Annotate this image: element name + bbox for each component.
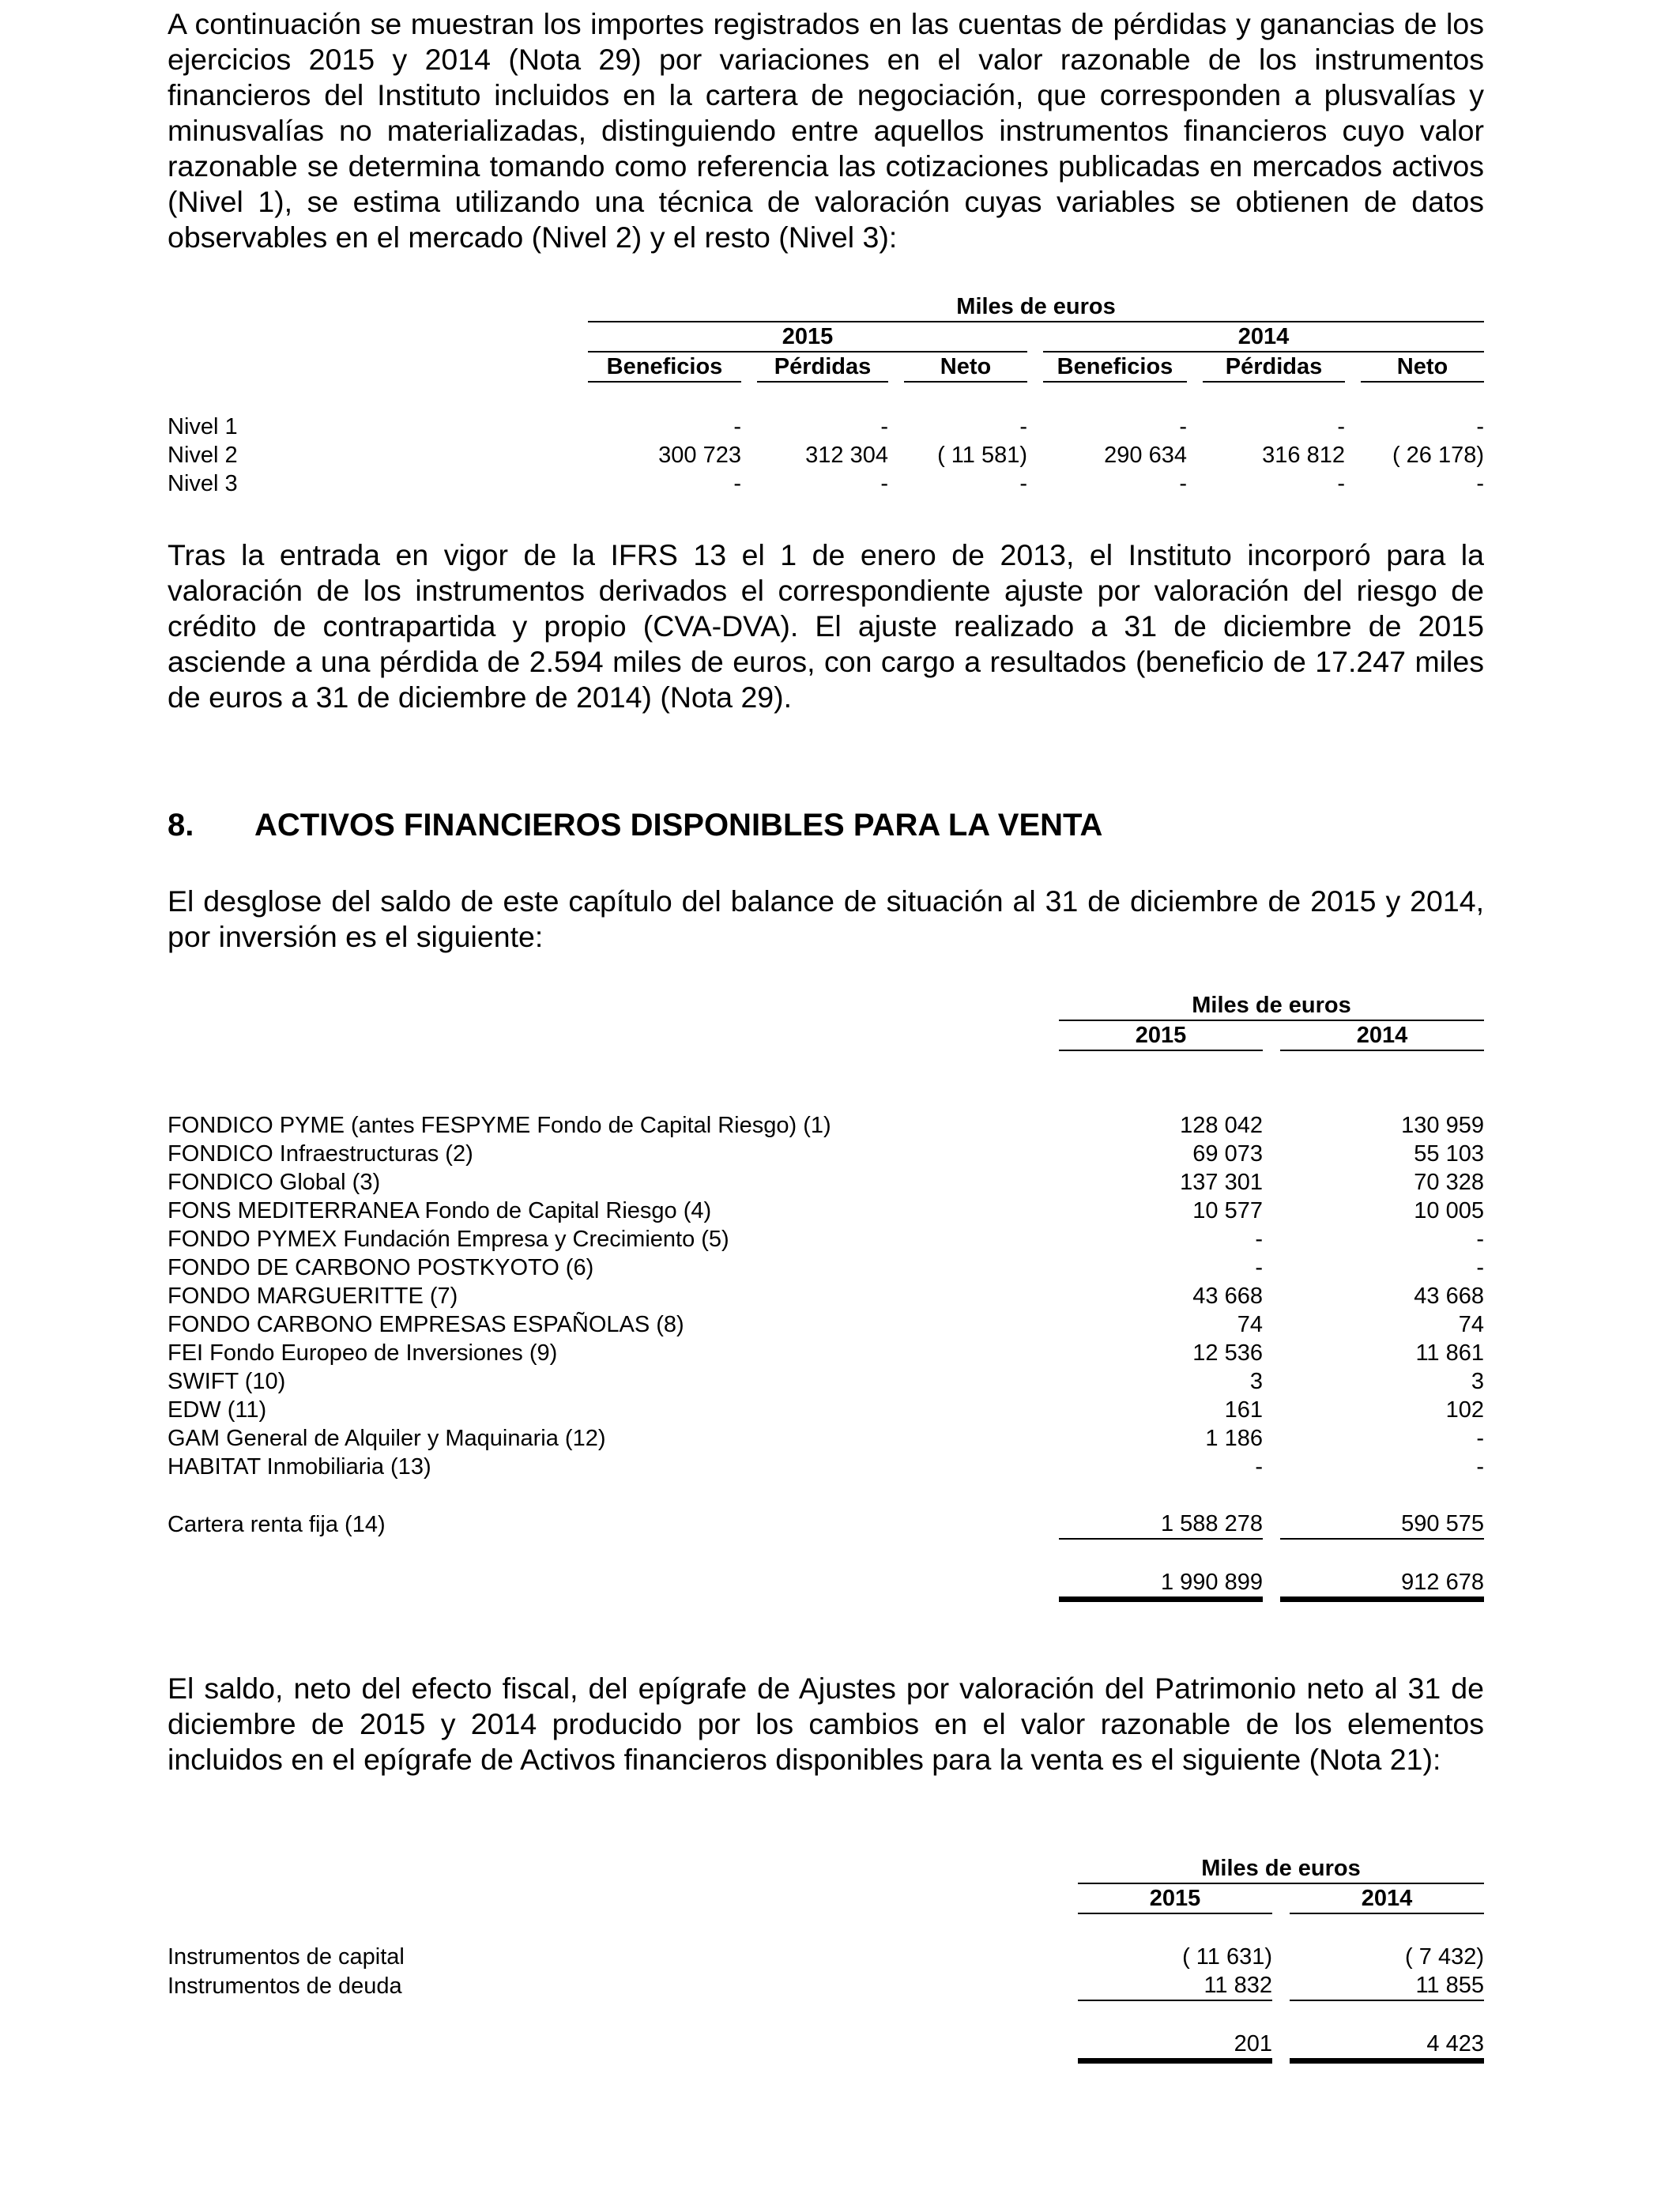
unit-header: Miles de euros bbox=[588, 292, 1484, 322]
section-title: ACTIVOS FINANCIEROS DISPONIBLES PARA LA VENTA bbox=[254, 808, 1103, 843]
investments-table bbox=[168, 991, 1484, 1602]
intro-paragraph: A continuación se muestran los importes registrados en las cuentas de pérdidas y ganancias de los ejercicios 2015 y 2014 (Nota 29) por variaciones en el valor razonable de los instrumentos financieros del Instituto incluidos en la cartera de negociación, que corresponden a plusvalías y minusvalías no materializadas, distinguiendo entre aquellos instrumentos financieros cuyo valor razonable se determina tomando como referencia las cotizaciones publicadas en mercados activos (Nivel 1), se estima utilizando una técnica de valoración cuyas variables se obtienen de datos observables en el mercado (Nivel 2) y el resto (Nivel 3): bbox=[168, 7, 1484, 254]
col-header: Pérdidas bbox=[757, 352, 888, 383]
table-row: Instrumentos de capital ( 11 631) ( 7 432) bbox=[168, 1944, 1484, 1970]
year-header-2015: 2015 bbox=[1078, 1884, 1272, 1914]
table-row: FONDO PYMEX Fundación Empresa y Crecimiento (5) - - bbox=[168, 1227, 1484, 1252]
saldo-paragraph: El saldo, neto del efecto fiscal, del epígrafe de Ajustes por valoración del Patrimonio neto al 31 de diciembre de 2015 y 2014 producido por los cambios en el valor razonable de los elementos incluidos en el epígrafe de Activos financieros disponibles para la venta es el siguiente (Nota 21): bbox=[168, 1672, 1484, 1776]
total-2015: 201 bbox=[1078, 2030, 1272, 2064]
table-row: FONDO MARGUERITTE (7) 43 668 43 668 bbox=[168, 1284, 1484, 1309]
table-row: FONDICO PYME (antes FESPYME Fondo de Capital Riesgo) (1) 128 042 130 959 bbox=[168, 1113, 1484, 1138]
table-row: Nivel 3 - - - - - - bbox=[168, 471, 1485, 496]
table-row: Nivel 2 300 723 312 304 ( 11 581) 290 634 316 812 ( 26 178) bbox=[168, 443, 1485, 468]
table-row: Nivel 1 - - - - - - bbox=[168, 414, 1485, 439]
total-2014: 4 423 bbox=[1290, 2030, 1484, 2064]
table-row: FONS MEDITERRANEA Fondo de Capital Riesgo (4) 10 577 10 005 bbox=[168, 1198, 1484, 1223]
col-header: Neto bbox=[904, 352, 1027, 383]
col-header: Beneficios bbox=[588, 352, 741, 383]
table-row: SWIFT (10) 3 3 bbox=[168, 1369, 1484, 1394]
unit-header: Miles de euros bbox=[1059, 991, 1484, 1021]
ifrs-paragraph: Tras la entrada en vigor de la IFRS 13 el 1 de enero de 2013, el Instituto incorporó para la valoración de los instrumentos derivados el correspondiente ajuste por valoración del riesgo de crédito de contrapartida y propio (CVA-DVA). El ajuste realizado a 31 de diciembre de 2015 asciende a una pérdida de 2.594 miles de euros, con cargo a resultados (beneficio de 17.247 miles de euros a 31 de diciembre de 2014) (Nota 29). bbox=[168, 538, 1484, 714]
section-number: 8. bbox=[168, 808, 194, 843]
table-row: FONDICO Infraestructuras (2) 69 073 55 103 bbox=[168, 1141, 1484, 1167]
year-header-2014: 2014 bbox=[1290, 1884, 1484, 1914]
cartera-row: Cartera renta fija (14) 1 588 278 590 575 bbox=[168, 1510, 1484, 1540]
table-row: Instrumentos de deuda 11 832 11 855 bbox=[168, 1971, 1484, 2001]
year-header-2014: 2014 bbox=[1280, 1021, 1484, 1051]
desglose-paragraph: El desglose del saldo de este capítulo del balance de situación al 31 de diciembre de 2015 y 2014, por inversión es el siguiente: bbox=[168, 884, 1484, 953]
table-row: EDW (11) 161 102 bbox=[168, 1397, 1484, 1423]
total-2014: 912 678 bbox=[1280, 1568, 1484, 1602]
col-header: Neto bbox=[1361, 352, 1484, 383]
year-header-2015: 2015 bbox=[1059, 1021, 1263, 1051]
levels-table bbox=[168, 292, 1484, 498]
total-row bbox=[168, 1568, 1484, 1602]
table-row: HABITAT Inmobiliaria (13) - - bbox=[168, 1454, 1484, 1480]
table-row: FONDO CARBONO EMPRESAS ESPAÑOLAS (8) 74 74 bbox=[168, 1312, 1484, 1337]
col-header: Beneficios bbox=[1043, 352, 1187, 383]
total-row bbox=[168, 2030, 1484, 2064]
table-row: FONDO DE CARBONO POSTKYOTO (6) - - bbox=[168, 1255, 1484, 1280]
valuation-adjustments-table bbox=[168, 1854, 1484, 2064]
col-header: Pérdidas bbox=[1203, 352, 1345, 383]
unit-header: Miles de euros bbox=[1078, 1854, 1484, 1884]
table-row: GAM General de Alquiler y Maquinaria (12) 1 186 - bbox=[168, 1426, 1484, 1451]
table-row: FONDICO Global (3) 137 301 70 328 bbox=[168, 1170, 1484, 1195]
table-row: FEI Fondo Europeo de Inversiones (9) 12 536 11 861 bbox=[168, 1340, 1484, 1366]
year-header-2015: 2015 bbox=[588, 322, 1027, 352]
total-2015: 1 990 899 bbox=[1059, 1568, 1263, 1602]
year-header-2014: 2014 bbox=[1043, 322, 1484, 352]
section-heading bbox=[168, 806, 1484, 844]
